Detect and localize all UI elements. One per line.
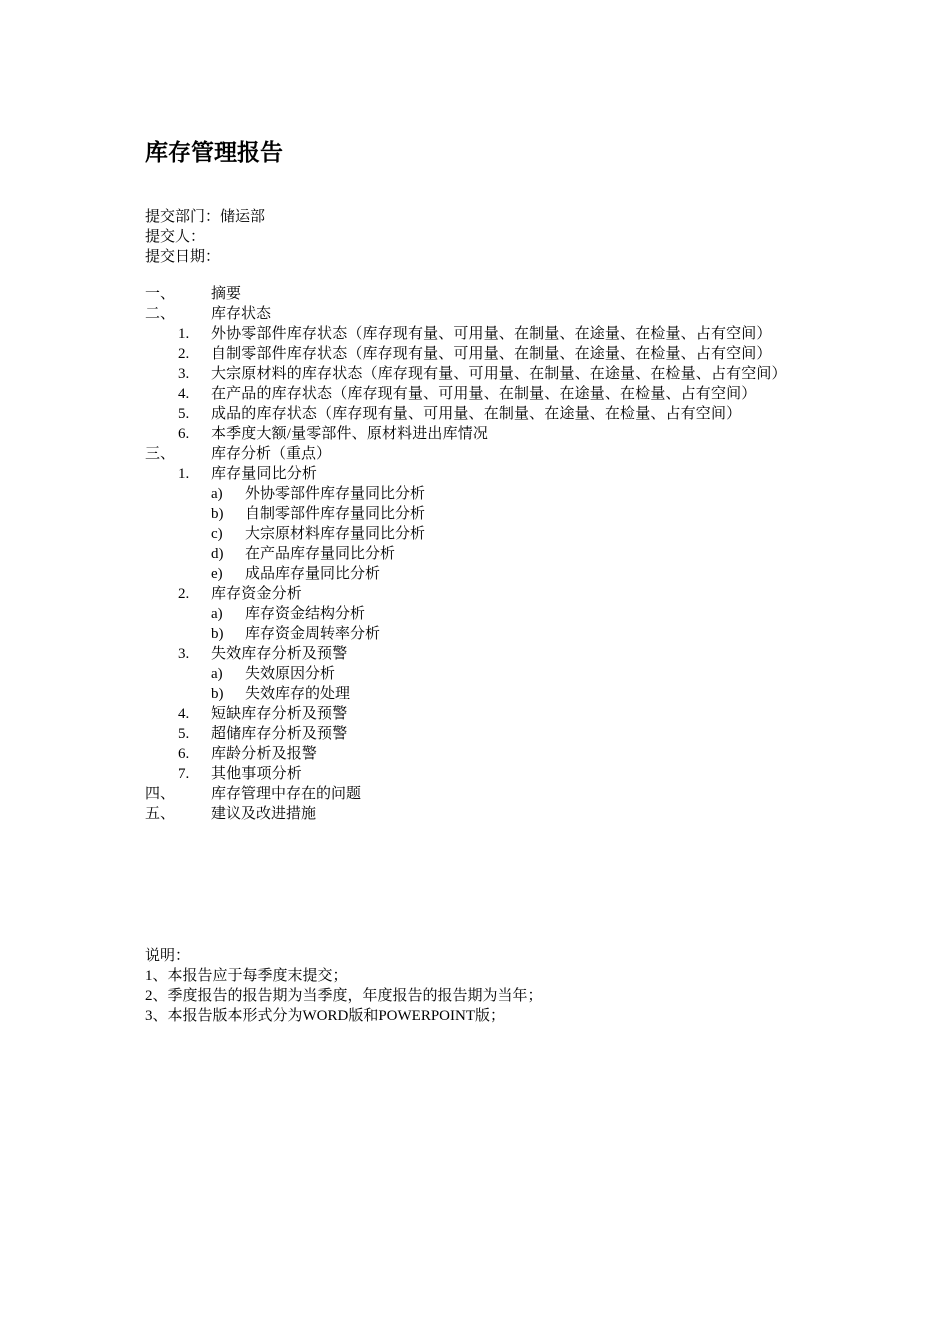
outline-item-text: 大宗原材料库存量同比分析 [245,526,426,542]
outline-item-number: 四、 [145,786,176,802]
outline-item-number: 二、 [145,306,176,322]
notes-heading: 说明： [145,948,191,964]
note-item: 1、本报告应于每季度末提交； [145,968,348,984]
outline-item-text: 失效库存的处理 [245,686,351,702]
outline-item-number: e) [211,566,223,582]
outline-item-level-1 [145,304,815,324]
outline-item-text: 本季度大额/量零部件、原材料进出库情况 [211,426,489,442]
outline-item-number: 1. [178,326,190,342]
outline-item-level-1 [145,784,815,804]
outline-item-level-2 [145,364,815,384]
outline-item-text: 库存分析（重点） [211,446,332,462]
outline-item-text: 大宗原材料的库存状态（库存现有量、可用量、在制量、在途量、在检量、占有空间） [211,366,787,382]
outline-item-text: 在产品库存量同比分析 [245,546,396,562]
outline-item-level-2 [145,344,815,364]
outline-item-number: c) [211,526,223,542]
outline-item-level-3 [145,504,815,524]
outline-item-number: 2. [178,586,190,602]
outline-item-level-3 [145,564,815,584]
outline-item-number: a) [211,606,223,622]
outline-item-level-2 [145,644,815,664]
outline-item-level-3 [145,624,815,644]
outline-item-level-3 [145,664,815,684]
outline-item-level-3 [145,524,815,544]
submission-info [145,207,265,267]
outline-item-number: b) [211,626,224,642]
department-line: 提交部门：储运部 [145,209,266,225]
outline-item-number: 3. [178,366,190,382]
outline-item-level-2 [145,464,815,484]
outline-item-text: 其他事项分析 [211,766,302,782]
outline-item-text: 建议及改进措施 [211,806,317,822]
date-line: 提交日期： [145,249,221,265]
outline-item-level-2 [145,744,815,764]
outline-item-number: 4. [178,386,190,402]
outline-item-number: a) [211,486,223,502]
outline-item-level-1 [145,444,815,464]
outline-item-text: 库存资金结构分析 [245,606,366,622]
outline-item-text: 摘要 [211,286,242,302]
notes-section [145,946,543,1026]
outline-item-level-3 [145,684,815,704]
outline-item-level-1 [145,804,815,824]
outline-item-number: 5. [178,726,190,742]
note-item: 3、本报告版本形式分为WORD版和POWERPOINT版； [145,1008,505,1024]
outline-item-level-2 [145,704,815,724]
outline-item-text: 库存资金周转率分析 [245,626,381,642]
outline-item-number: 6. [178,426,190,442]
outline-item-number: 5. [178,406,190,422]
outline-item-number: d) [211,546,224,562]
outline-item-text: 成品的库存状态（库存现有量、可用量、在制量、在途量、在检量、占有空间） [211,406,742,422]
outline-item-level-2 [145,384,815,404]
outline-item-number: 五、 [145,806,176,822]
outline-item-level-2 [145,324,815,344]
outline-item-text: 库存资金分析 [211,586,302,602]
outline-item-text: 失效库存分析及预警 [211,646,348,662]
outline-item-number: 三、 [145,446,176,462]
outline-item-text: 失效原因分析 [245,666,336,682]
outline-item-number: 一、 [145,286,176,302]
outline-item-level-2 [145,764,815,784]
submitter-line: 提交人： [145,229,206,245]
outline-item-number: 7. [178,766,190,782]
outline-item-level-2 [145,424,815,444]
outline-item-number: 4. [178,706,190,722]
report-outline [145,284,815,824]
outline-item-level-3 [145,484,815,504]
outline-item-text: 库存状态 [211,306,272,322]
outline-item-number: 1. [178,466,190,482]
outline-item-number: 2. [178,346,190,362]
outline-item-text: 成品库存量同比分析 [245,566,381,582]
outline-item-text: 库存量同比分析 [211,466,318,482]
outline-item-level-3 [145,544,815,564]
outline-item-level-1 [145,284,815,304]
outline-item-text: 外协零部件库存状态（库存现有量、可用量、在制量、在途量、在检量、占有空间） [211,326,772,342]
outline-item-text: 自制零部件库存量同比分析 [245,506,426,522]
outline-item-level-3 [145,604,815,624]
outline-item-number: b) [211,686,224,702]
outline-item-level-2 [145,724,815,744]
outline-item-level-2 [145,404,815,424]
outline-item-number: 3. [178,646,190,662]
outline-item-text: 自制零部件库存状态（库存现有量、可用量、在制量、在途量、在检量、占有空间） [211,346,772,362]
outline-item-text: 超储库存分析及预警 [211,726,348,742]
outline-item-text: 库龄分析及报警 [211,746,318,762]
outline-item-number: 6. [178,746,190,762]
outline-item-level-2 [145,584,815,604]
outline-item-number: b) [211,506,224,522]
outline-item-number: a) [211,666,223,682]
outline-item-text: 外协零部件库存量同比分析 [245,486,426,502]
outline-item-text: 在产品的库存状态（库存现有量、可用量、在制量、在途量、在检量、占有空间） [211,386,757,402]
outline-item-text: 库存管理中存在的问题 [211,786,362,802]
note-item: 2、季度报告的报告期为当季度，年度报告的报告期为当年； [145,988,543,1004]
page-title: 库存管理报告 [145,140,283,166]
outline-item-text: 短缺库存分析及预警 [211,706,348,722]
